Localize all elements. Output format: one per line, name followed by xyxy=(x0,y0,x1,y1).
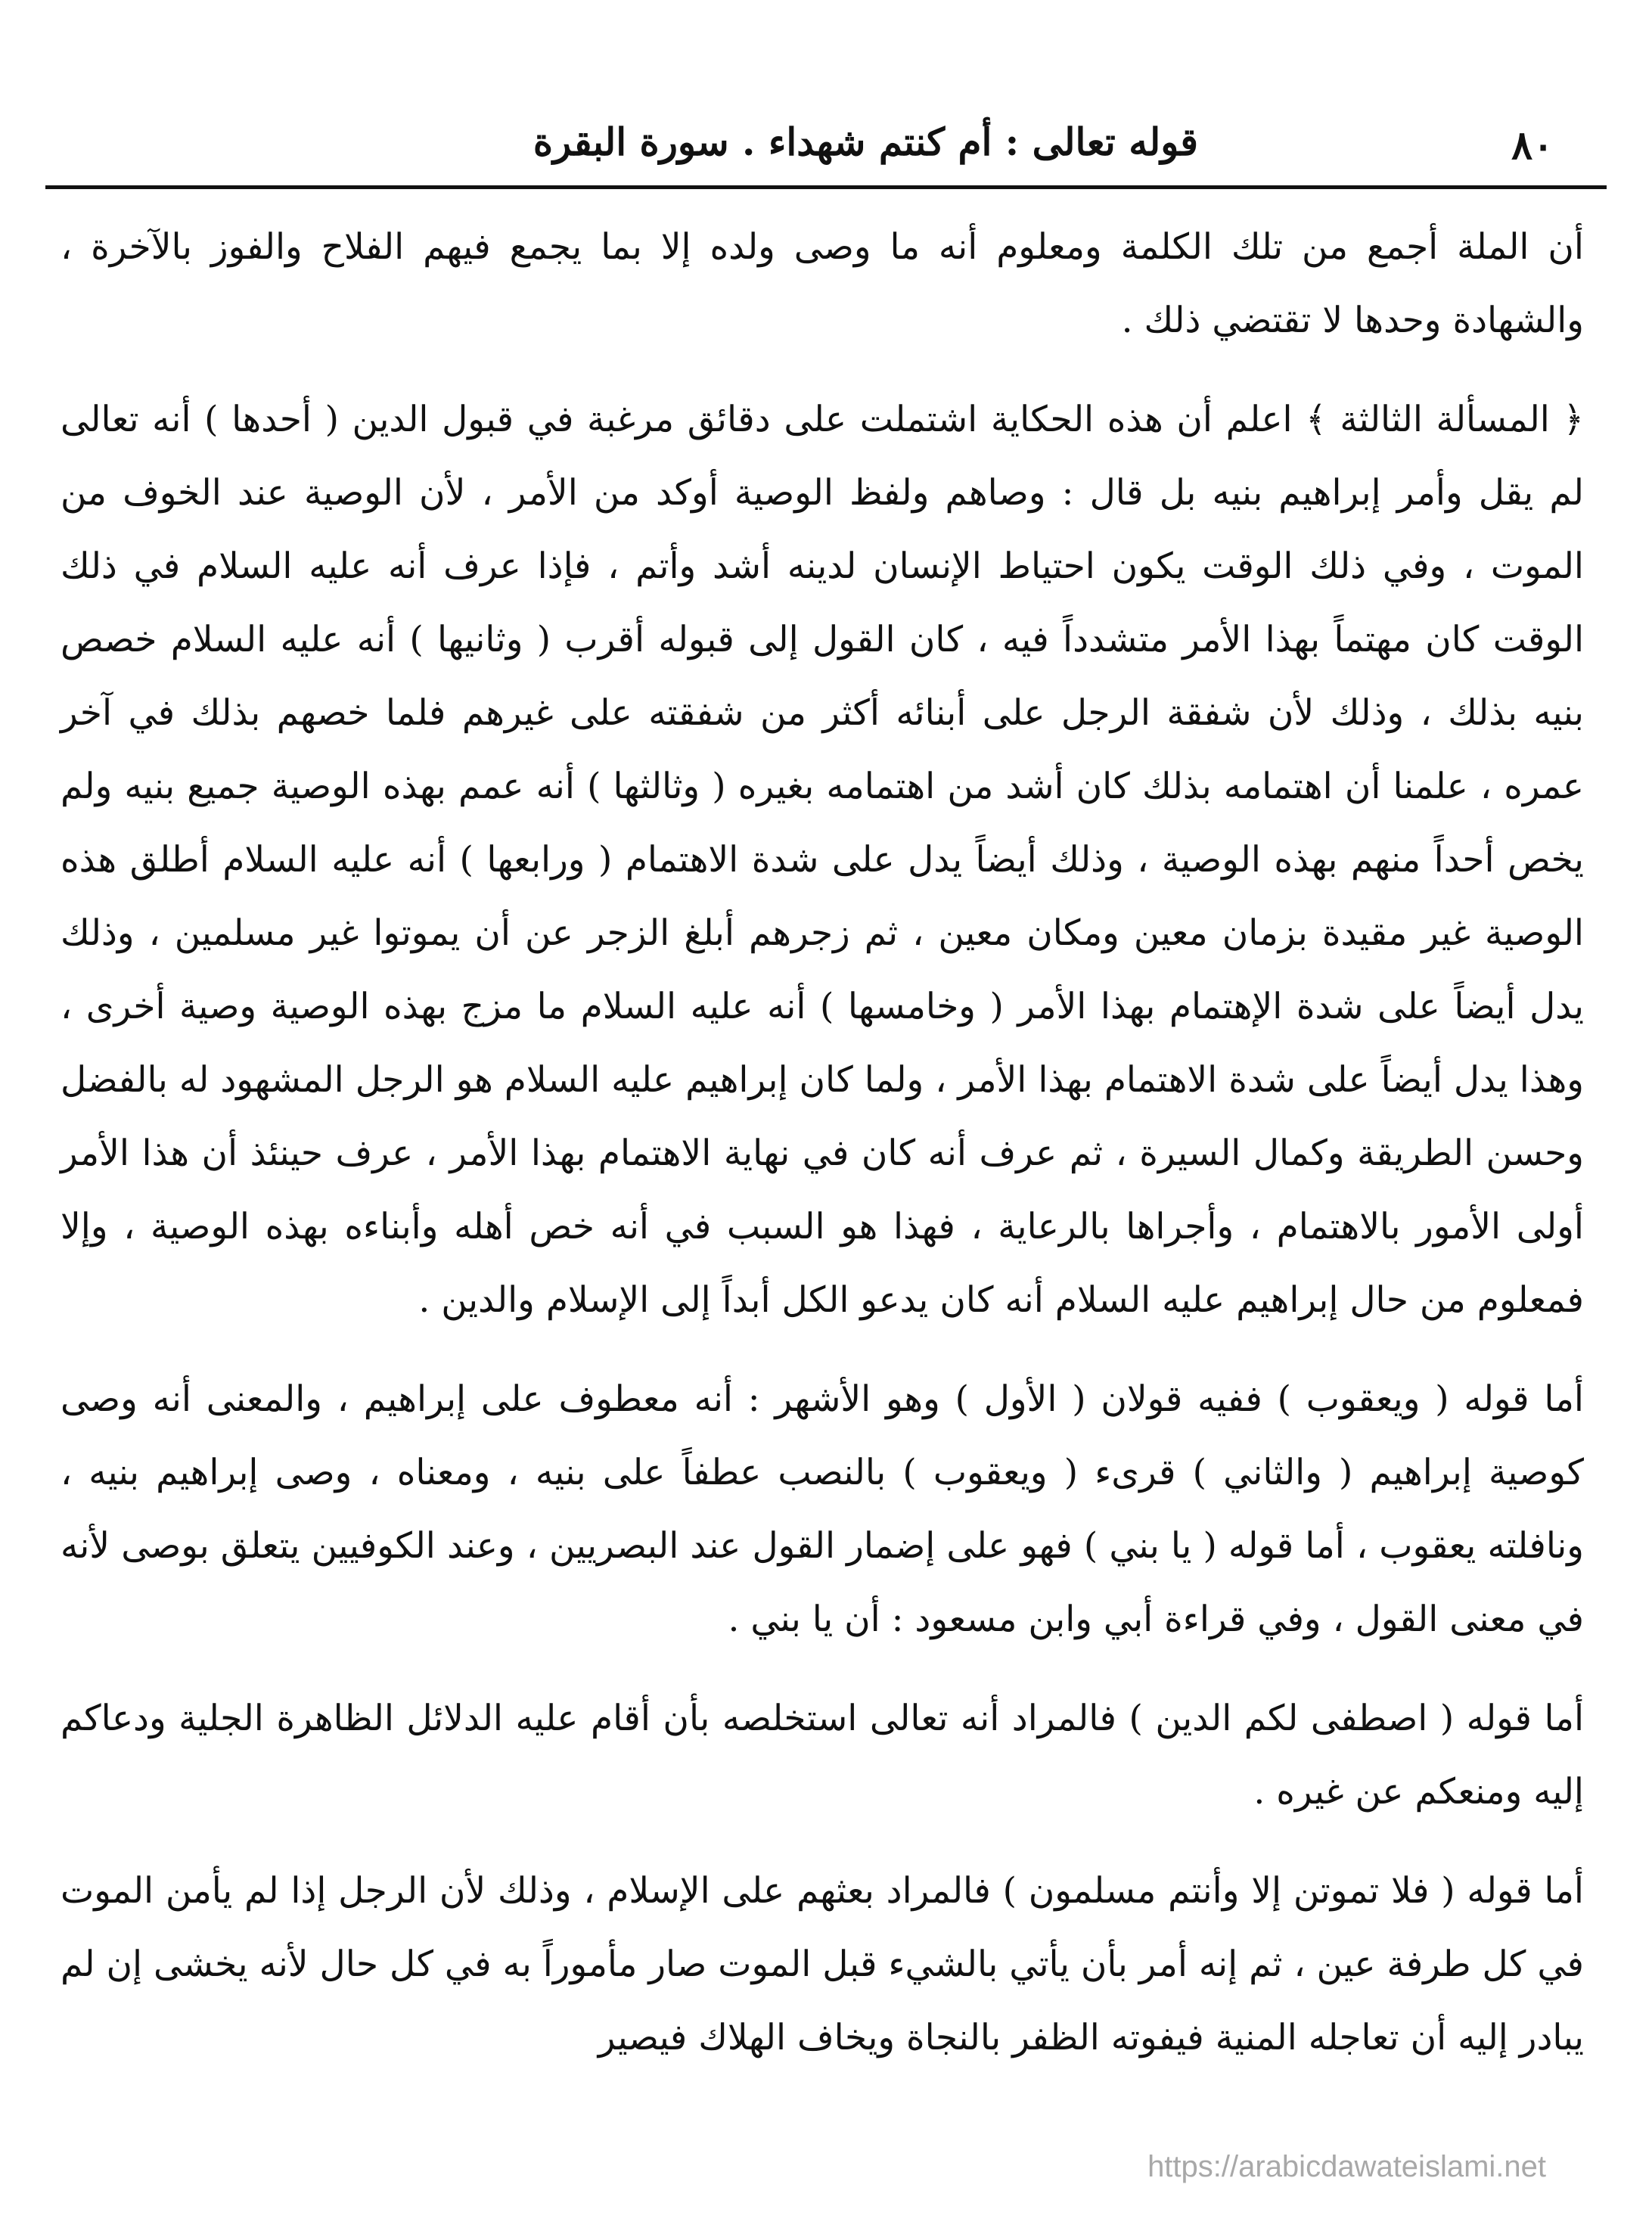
paragraph-intro: أن الملة أجمع من تلك الكلمة ومعلوم أنه ما وصى ولده إلا بما يجمع فيهم الفلاح والفوز بالآخرة ، والشهادة وحدها لا تقتضي ذلك . xyxy=(61,226,1584,341)
paragraph-istafa: أما قوله ( اصطفى لكم الدين ) فالمراد أنه تعالى استخلصه بأن أقام عليه الدلائل الظاهرة الجلية ودعاكم إليه ومنعكم عن غيره . xyxy=(61,1698,1584,1813)
running-title: قوله تعالى : أم كنتم شهداء . سورة البقرة xyxy=(533,120,1198,164)
page-number: ٨٠ xyxy=(1511,123,1554,169)
paragraph-yaqub: أما قوله ( ويعقوب ) ففيه قولان ( الأول ) وهو الأشهر : أنه معطوف على إبراهيم ، والمعنى أنه وصى كوصية إبراهيم ( والثاني ) قرىء ( ويعقوب ) بالنصب عطفاً على بنيه ، ومعناه ، وصى إبراهيم بنيه ، ونافلته يعقوب ، أما قوله ( يا بني ) فهو على إضمار القول عند البصريين ، وعند الكوفيين يتعلق بوصى لأنه في معنى القول ، وفي قراءة أبي وابن مسعود : أن يا بني . xyxy=(61,1378,1584,1640)
source-watermark-url: https://arabicdawateislami.net xyxy=(1147,2150,1546,2183)
page-header xyxy=(45,106,1607,189)
paragraph-third-issue: ﴿ المسألة الثالثة ﴾ اعلم أن هذه الحكاية اشتملت على دقائق مرغبة في قبول الدين ( أحدها ) أنه تعالى لم يقل وأمر إبراهيم بنيه بل قال : وصاهم ولفظ الوصية أوكد من الأمر ، لأن الوصية عند الخوف من الموت ، وفي ذلك الوقت يكون احتياط الإنسان لدينه أشد وأتم ، فإذا عرف أنه عليه السلام في ذلك الوقت كان مهتماً بهذا الأمر متشدداً فيه ، كان القول إلى قبوله أقرب ( وثانيها ) أنه عليه السلام خصص بنيه بذلك ، وذلك لأن شفقة الرجل على أبنائه أكثر من شفقته على غيرهم فلما خصهم بذلك في آخر عمره ، علمنا أن اهتمامه بذلك كان أشد من اهتمامه بغيره ( وثالثها ) أنه عمم بهذه الوصية جميع بنيه ولم يخص أحداً منهم بهذه الوصية ، وذلك أيضاً يدل على شدة الاهتمام ( ورابعها ) أنه عليه السلام أطلق هذه الوصية غير مقيدة بزمان معين ومكان معين ، ثم زجرهم أبلغ الزجر عن أن يموتوا غير مسلمين ، وذلك يدل أيضاً على شدة الإهتمام بهذا الأمر ( وخامسها ) أنه عليه السلام ما مزج بهذه الوصية وصية أخرى ، وهذا يدل أيضاً على شدة الاهتمام بهذا الأمر ، ولما كان إبراهيم عليه السلام هو الرجل المشهود له بالفضل وحسن الطريقة وكمال السيرة ، ثم عرف أنه كان في نهاية الاهتمام بهذا الأمر ، عرف حينئذ أن هذا الأمر أولى الأمور بالاهتمام ، وأجراها بالرعاية ، فهذا هو السبب في أنه خص أهله وأبناءه بهذه الوصية ، وإلا فمعلوم من حال إبراهيم عليه السلام أنه كان يدعو الكل أبداً إلى الإسلام والدين . xyxy=(61,399,1584,1321)
paragraph-la-tamutunna: أما قوله ( فلا تموتن إلا وأنتم مسلمون ) فالمراد بعثهم على الإسلام ، وذلك لأن الرجل إذا لم يأمن الموت في كل طرفة عين ، ثم إنه أمر بأن يأتي بالشيء قبل الموت صار مأموراً به في كل حال لأنه يخشى إن لم يبادر إليه أن تعاجله المنية فيفوته الظفر بالنجاة ويخاف الهلاك فيصير xyxy=(61,1870,1584,2058)
body-text xyxy=(61,210,1584,2100)
header-divider xyxy=(45,185,1607,189)
